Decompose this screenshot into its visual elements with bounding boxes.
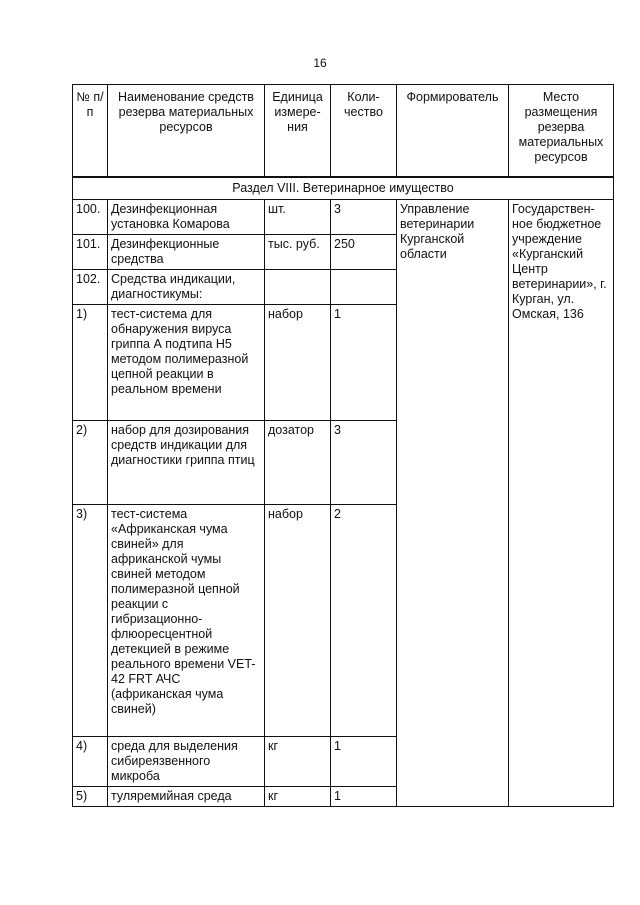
row-unit: тыс. руб. [265,234,331,269]
row-qty: 1 [331,304,397,420]
row-name: Дезинфекционная установка Комарова [108,199,265,234]
row-name: Средства индикации, диагностикумы: [108,269,265,304]
former-cell: Управление ветеринарии Курганской области [397,199,509,806]
row-name: туляремийная среда [108,786,265,806]
row-unit: шт. [265,199,331,234]
row-qty: 2 [331,504,397,736]
row-unit: кг [265,736,331,786]
row-qty: 3 [331,420,397,504]
row-num: 4) [73,736,108,786]
table-row [73,199,614,234]
row-unit: дозатор [265,420,331,504]
page-number: 16 [313,56,327,70]
resources-table [72,84,614,807]
header-place: Место размещения резерва материальных ресурсов [509,85,614,177]
place-cell: Государствен-ное бюджетное учреждение «Курганский Центр ветеринарии», г. Курган, ул. Омская, 136 [509,199,614,806]
row-num: 3) [73,504,108,736]
row-unit: набор [265,304,331,420]
row-num: 1) [73,304,108,420]
row-unit: кг [265,786,331,806]
row-num: 101. [73,234,108,269]
row-name: тест-система для обнаружения вируса гриппа А подтипа Н5 методом полимеразной цепной реакции в реальном времени [108,304,265,420]
row-num: 102. [73,269,108,304]
row-qty: 1 [331,786,397,806]
row-unit [265,269,331,304]
section-title: Раздел VIII. Ветеринарное имущество [73,177,614,200]
header-name: Наименование средств резерва материальных ресурсов [108,85,265,177]
row-qty: 3 [331,199,397,234]
header-unit: Единица измере-ния [265,85,331,177]
row-name: набор для дозирования средств индикации для диагностики гриппа птиц [108,420,265,504]
table-header-row [73,85,614,177]
row-name: Дезинфекционные средства [108,234,265,269]
row-name: среда для выделения сибиреязвенного микроба [108,736,265,786]
header-num: № п/п [73,85,108,177]
row-num: 5) [73,786,108,806]
header-former: Формирователь [397,85,509,177]
row-num: 100. [73,199,108,234]
header-qty: Коли-чество [331,85,397,177]
section-row [73,177,614,200]
row-unit: набор [265,504,331,736]
row-qty: 250 [331,234,397,269]
row-qty [331,269,397,304]
row-num: 2) [73,420,108,504]
row-name: тест-система «Африканская чума свиней» для африканской чумы свиней методом полимеразной цепной реакции с гибризационно-флюоресцентной детекцией в режиме реального времени VET-42 FRT АЧС (африканская чума свиней) [108,504,265,736]
row-qty: 1 [331,736,397,786]
